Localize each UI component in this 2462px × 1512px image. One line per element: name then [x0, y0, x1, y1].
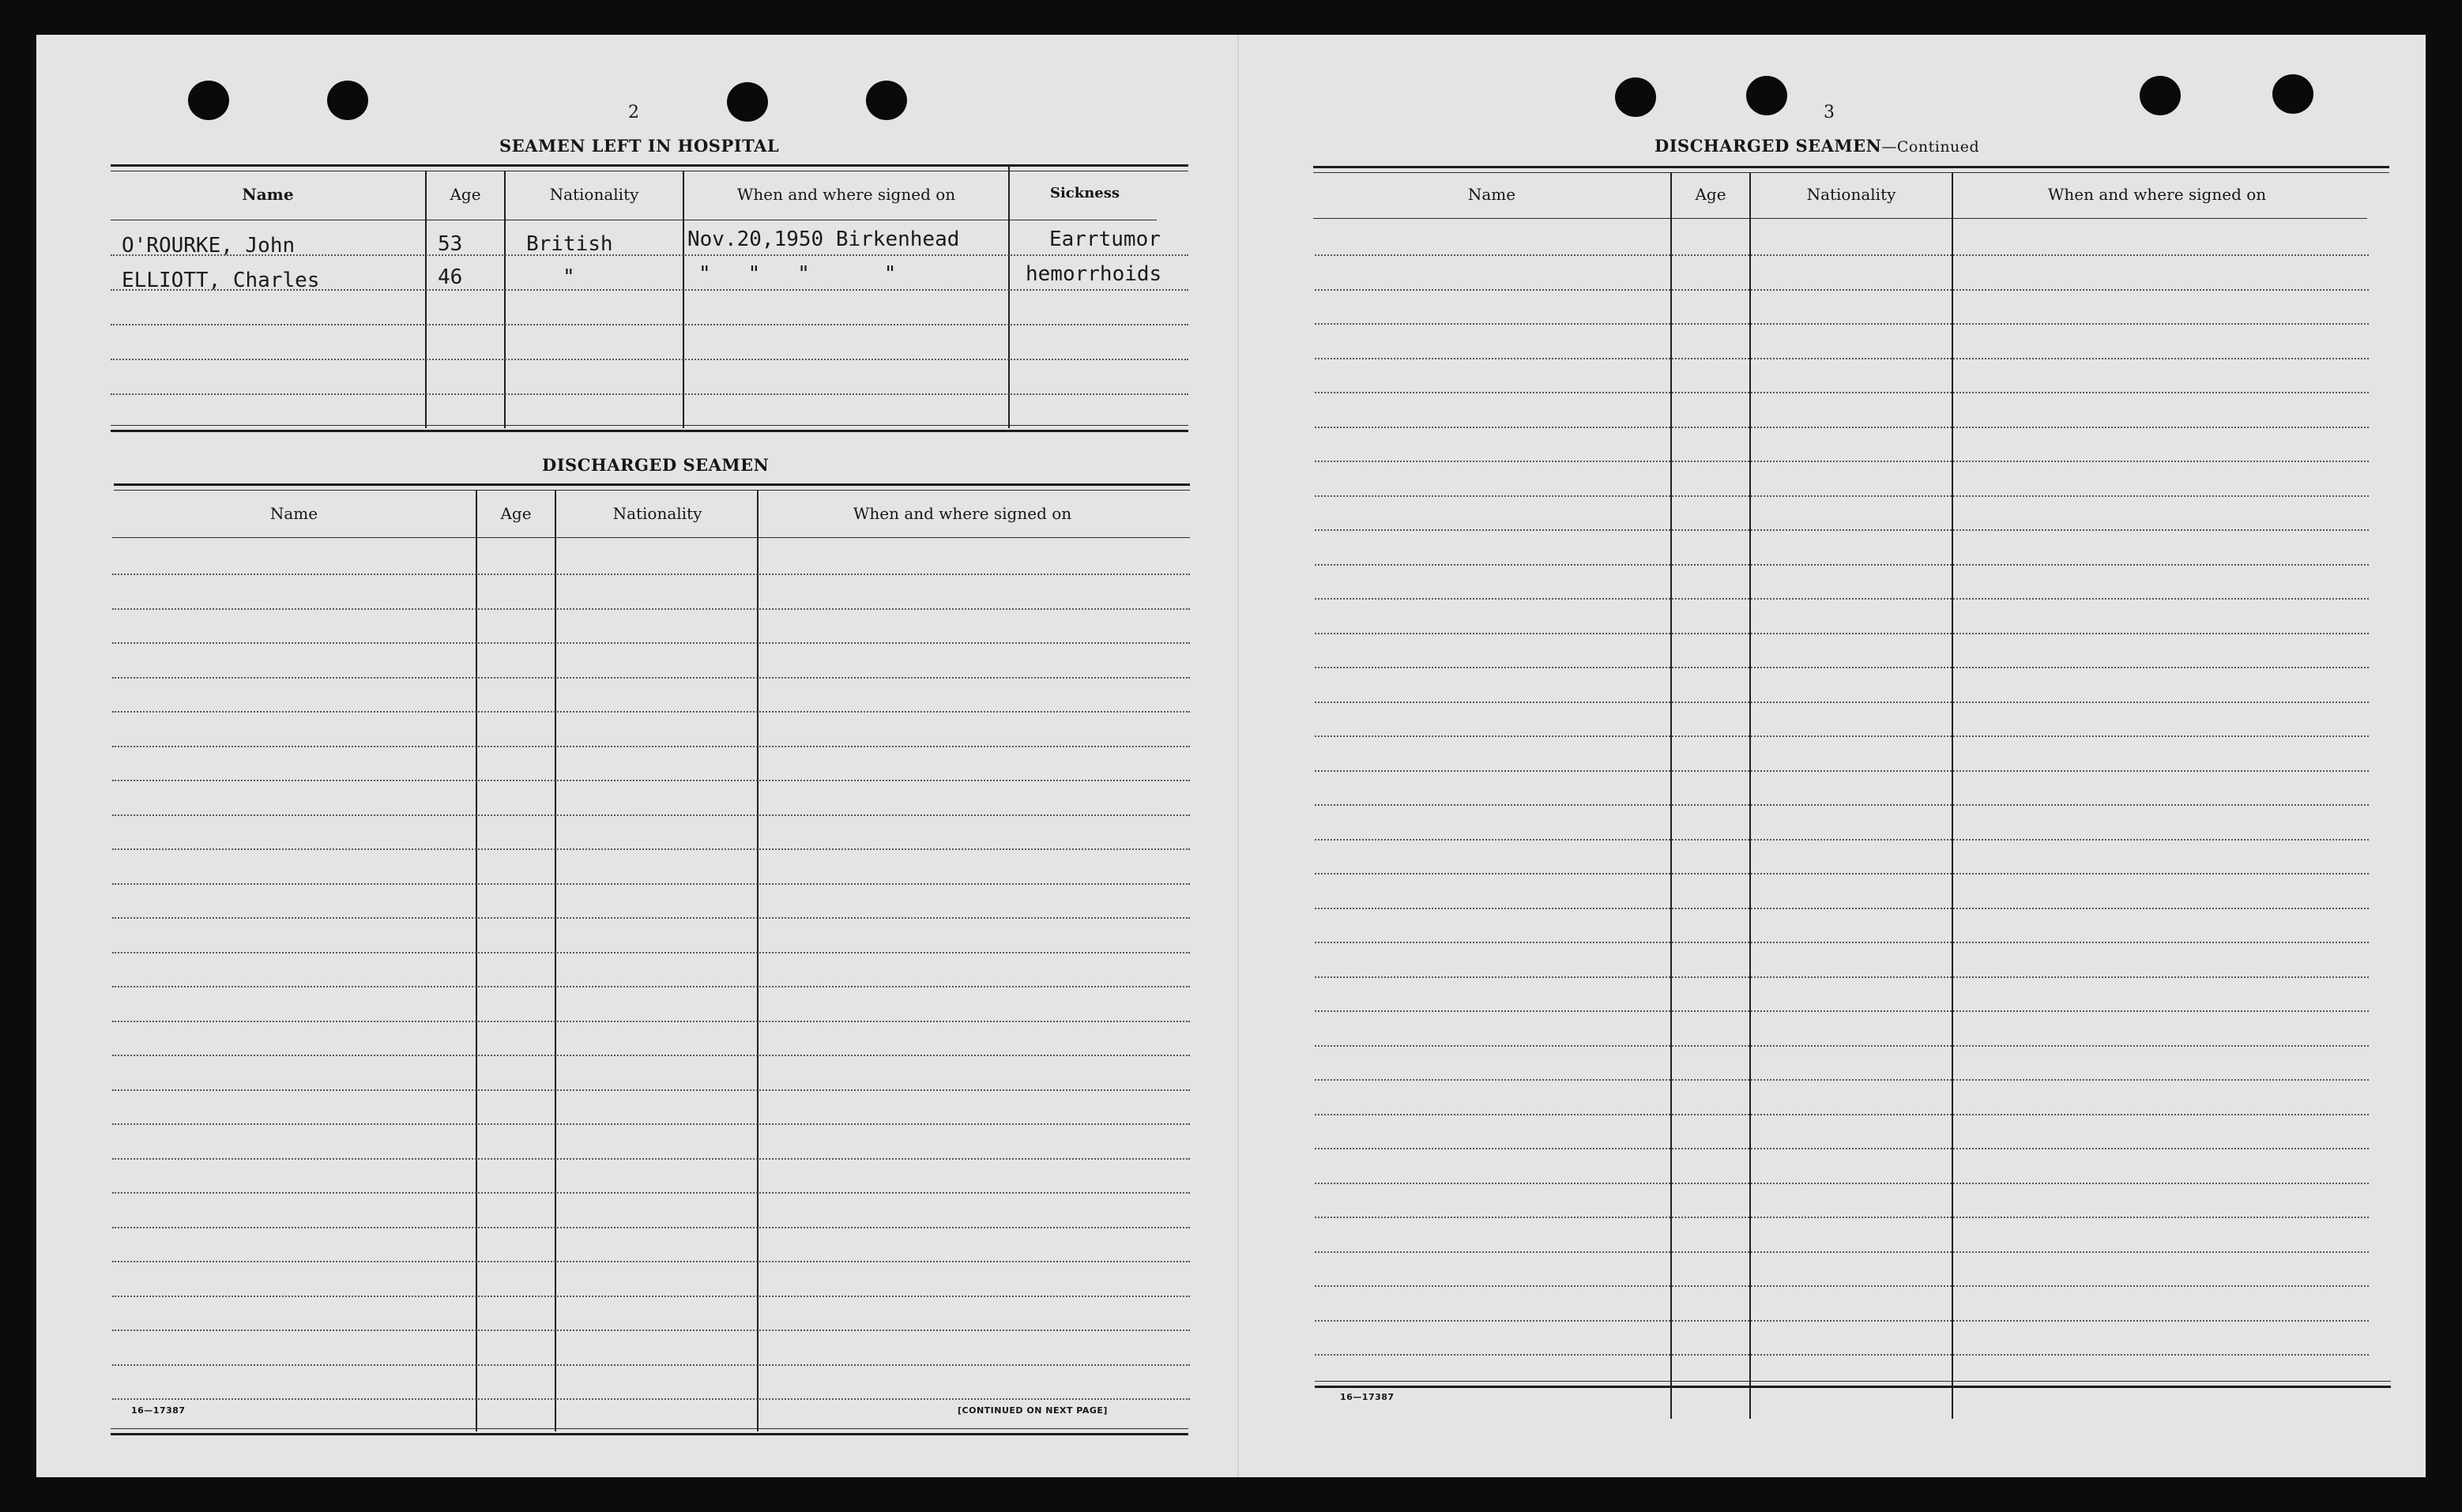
seaman-name: O'ROURKE, John	[122, 234, 296, 258]
column-divider	[1952, 172, 1953, 1419]
seaman-age: 46	[438, 265, 463, 289]
column-divider	[476, 490, 477, 1431]
row-line	[1315, 461, 2369, 462]
seaman-age: 53	[438, 232, 463, 256]
row-line	[112, 608, 1190, 610]
row-line	[112, 1158, 1190, 1160]
row-line	[1315, 976, 2369, 978]
row-line	[112, 986, 1190, 987]
bottom-rule	[1315, 1386, 2391, 1388]
row-line	[1315, 598, 2369, 600]
row-line	[1315, 529, 2369, 531]
row-line	[1315, 564, 2369, 566]
header-nationality: Nationality	[549, 185, 639, 204]
header-signed-on: When and where signed on	[853, 504, 1072, 523]
row-line	[112, 917, 1190, 919]
row-line	[1315, 735, 2369, 737]
row-line	[112, 1021, 1190, 1022]
column-divider	[425, 171, 427, 428]
column-divider	[683, 171, 684, 428]
row-line	[112, 814, 1190, 816]
header-name: Name	[1467, 185, 1516, 204]
row-line	[112, 1192, 1190, 1194]
row-line	[1315, 254, 2369, 256]
header-name: Name	[242, 185, 294, 204]
row-line	[112, 952, 1190, 953]
row-line	[112, 711, 1190, 713]
header-signed-on: When and where signed on	[736, 185, 956, 204]
bottom-rule-thin	[111, 425, 1188, 426]
seaman-sickness: hemorrhoids	[1026, 262, 1162, 286]
continued-note: [CONTINUED ON NEXT PAGE]	[958, 1405, 1108, 1416]
row-line	[1315, 1079, 2369, 1081]
page-fold	[1237, 35, 1239, 1477]
top-rule-thin	[114, 490, 1190, 491]
bottom-rule-thin	[1315, 1381, 2391, 1382]
header-rule	[1313, 218, 2367, 219]
row-line	[111, 359, 1188, 360]
row-line	[112, 1261, 1190, 1262]
row-line	[1315, 1285, 2369, 1287]
row-line	[1315, 701, 2369, 703]
row-line	[111, 324, 1188, 325]
column-divider	[757, 490, 759, 1431]
section-title	[1655, 136, 1979, 156]
row-line	[112, 1055, 1190, 1056]
row-line	[1315, 1217, 2369, 1218]
row-line	[112, 780, 1190, 781]
row-line	[1315, 804, 2369, 806]
header-age: Age	[500, 504, 532, 523]
punch-hole	[2272, 74, 2313, 114]
form-number: 16—17387	[1340, 1392, 1395, 1402]
row-line	[1315, 427, 2369, 428]
row-line	[112, 848, 1190, 850]
column-divider	[1670, 172, 1672, 1419]
seaman-signed-on: Nov.20,1950 Birkenhead	[687, 228, 960, 251]
header-name: Name	[269, 504, 318, 523]
top-rule	[114, 483, 1190, 486]
header-rule	[112, 537, 1190, 538]
row-line	[1315, 1148, 2369, 1149]
row-line	[1315, 1320, 2369, 1322]
section-title-suffix: —Continued	[1881, 138, 1980, 156]
header-sickness: Sickness	[1049, 185, 1120, 201]
row-line	[1315, 1251, 2369, 1253]
column-divider	[1749, 172, 1751, 1419]
scanned-document	[36, 35, 2426, 1477]
page-number: 2	[628, 103, 639, 122]
row-line	[112, 1227, 1190, 1228]
bottom-rule	[111, 1433, 1188, 1435]
row-line	[1315, 495, 2369, 497]
seaman-sickness: Earrtumor	[1049, 228, 1161, 251]
seaman-name: ELLIOTT, Charles	[122, 269, 320, 292]
row-line	[1315, 770, 2369, 772]
row-line	[1315, 667, 2369, 668]
row-line	[1315, 633, 2369, 634]
row-line	[112, 1364, 1190, 1366]
row-line	[1315, 323, 2369, 325]
row-line	[112, 642, 1190, 644]
row-line	[112, 1398, 1190, 1400]
row-line	[112, 746, 1190, 747]
row-line	[112, 1123, 1190, 1125]
row-line	[112, 677, 1190, 679]
punch-hole	[2140, 76, 2181, 115]
section-title: SEAMEN LEFT IN HOSPITAL	[499, 136, 780, 156]
punch-hole	[727, 82, 768, 122]
row-line	[1315, 1114, 2369, 1115]
punch-hole	[1746, 76, 1787, 115]
punch-hole	[327, 81, 368, 120]
header-signed-on: When and where signed on	[2047, 185, 2267, 204]
column-divider	[1008, 166, 1010, 428]
section-title-main: DISCHARGED SEAMEN	[1655, 136, 1882, 156]
top-rule-thin	[1313, 172, 2389, 173]
row-line	[111, 393, 1188, 395]
row-line	[1315, 1010, 2369, 1012]
row-line	[1315, 1183, 2369, 1184]
header-age: Age	[1695, 185, 1726, 204]
row-line	[112, 574, 1190, 575]
seaman-nationality: "	[563, 265, 575, 289]
row-line	[1315, 873, 2369, 874]
column-divider	[504, 171, 506, 428]
row-line	[1315, 392, 2369, 393]
row-line	[1315, 1045, 2369, 1047]
punch-hole	[866, 81, 907, 120]
row-line	[1315, 1354, 2369, 1356]
top-rule	[111, 164, 1188, 167]
form-number: 16—17387	[131, 1405, 186, 1416]
bottom-rule-thin	[111, 1428, 1188, 1429]
bottom-rule	[111, 430, 1188, 432]
row-line	[1315, 908, 2369, 909]
row-line	[1315, 942, 2369, 943]
row-line	[1315, 839, 2369, 841]
seaman-nationality: British	[526, 232, 613, 256]
header-age: Age	[450, 185, 481, 204]
header-nationality: Nationality	[612, 504, 702, 523]
seaman-signed-on: " " " "	[698, 262, 897, 286]
row-line	[112, 883, 1190, 885]
header-nationality: Nationality	[1806, 185, 1896, 204]
row-line	[112, 1296, 1190, 1297]
section-title: DISCHARGED SEAMEN	[542, 455, 770, 475]
column-divider	[555, 490, 556, 1431]
punch-hole	[188, 81, 229, 120]
row-line	[1315, 289, 2369, 291]
row-line	[112, 1330, 1190, 1331]
row-line	[1315, 358, 2369, 359]
top-rule	[1313, 166, 2389, 168]
page-number: 3	[1824, 103, 1835, 122]
punch-hole	[1615, 77, 1656, 117]
row-line	[112, 1089, 1190, 1091]
